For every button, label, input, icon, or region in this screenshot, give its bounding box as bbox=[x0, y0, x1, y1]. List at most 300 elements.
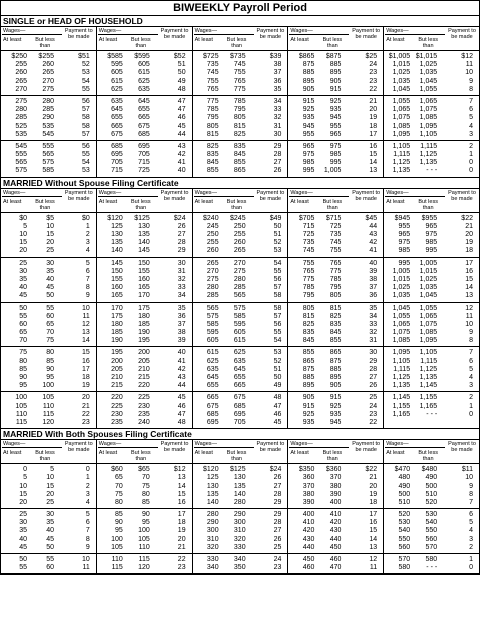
at-least-cell: 1,015 bbox=[392, 275, 411, 283]
header-divider bbox=[194, 34, 254, 35]
row-group bbox=[384, 509, 479, 554]
at-least-cell: 90 bbox=[115, 519, 123, 527]
but-less-cell: 1,125 bbox=[419, 365, 438, 373]
at-least-cell: 580 bbox=[398, 564, 411, 572]
table-row bbox=[193, 411, 288, 419]
payment-cell: 23 bbox=[369, 410, 378, 418]
but-less-cell: 50 bbox=[46, 543, 54, 551]
but-less-cell: 1,135 bbox=[419, 159, 438, 167]
table-row bbox=[193, 276, 288, 284]
payment-cell: 49 bbox=[273, 382, 282, 390]
but-less-header: But less than bbox=[418, 198, 438, 211]
table-row bbox=[97, 499, 192, 507]
table-row bbox=[288, 544, 383, 552]
column-header bbox=[384, 27, 479, 51]
but-less-cell: 1,045 bbox=[419, 77, 438, 85]
at-least-cell: 845 bbox=[302, 337, 315, 345]
table-row bbox=[1, 151, 96, 159]
at-least-cell: 210 bbox=[111, 374, 123, 381]
at-least-cell: 805 bbox=[206, 122, 219, 130]
but-less-header: But less than bbox=[418, 450, 438, 463]
payment-cell: 23 bbox=[273, 564, 282, 572]
at-least-cell: $120 bbox=[203, 466, 219, 474]
payment-cell: 30 bbox=[273, 130, 282, 138]
but-less-cell: 775 bbox=[329, 267, 342, 275]
column-header bbox=[97, 189, 192, 213]
at-least-header: At least bbox=[386, 37, 405, 43]
row-group bbox=[193, 464, 288, 509]
payment-cell: 18 bbox=[465, 247, 473, 255]
at-least-cell: 595 bbox=[206, 329, 219, 337]
wages-header: Wages— bbox=[3, 441, 26, 448]
table-row bbox=[97, 86, 192, 94]
at-least-cell: 1,075 bbox=[392, 114, 411, 122]
at-least-cell: 605 bbox=[206, 337, 219, 345]
table-row bbox=[384, 167, 479, 175]
at-least-cell: 105 bbox=[15, 402, 27, 410]
table-row bbox=[193, 491, 288, 499]
payment-cell: 52 bbox=[273, 357, 282, 365]
but-less-cell: 655 bbox=[138, 106, 150, 114]
but-less-cell: 685 bbox=[138, 130, 150, 138]
but-less-cell: 145 bbox=[138, 247, 150, 255]
column-header bbox=[193, 27, 288, 51]
but-less-cell: 965 bbox=[425, 222, 438, 230]
but-less-cell: 210 bbox=[138, 365, 150, 373]
table-row bbox=[1, 474, 96, 482]
table-row bbox=[1, 61, 96, 69]
but-less-cell: 530 bbox=[425, 511, 438, 519]
at-least-cell: 835 bbox=[206, 151, 219, 159]
at-least-cell: 935 bbox=[302, 114, 315, 122]
but-less-header: But less than bbox=[226, 450, 247, 463]
but-less-cell: 1,045 bbox=[419, 292, 438, 300]
at-least-cell: 905 bbox=[302, 394, 315, 402]
table-row bbox=[1, 499, 96, 507]
but-less-cell: 615 bbox=[233, 337, 246, 345]
at-least-cell: 525 bbox=[15, 122, 27, 130]
table-row bbox=[193, 61, 288, 69]
table-column bbox=[193, 440, 289, 573]
but-less-cell: 1,085 bbox=[419, 329, 438, 337]
table-row bbox=[384, 61, 479, 69]
but-less-cell: 115 bbox=[42, 410, 54, 418]
but-less-cell: 450 bbox=[329, 543, 342, 551]
but-less-cell: 635 bbox=[138, 85, 150, 93]
at-least-cell: 1,125 bbox=[392, 374, 411, 381]
at-least-cell: 165 bbox=[111, 292, 123, 300]
table-row bbox=[193, 53, 288, 61]
at-least-cell: 1,045 bbox=[392, 304, 411, 312]
at-least-cell: 575 bbox=[15, 167, 27, 175]
but-less-cell: 675 bbox=[138, 122, 150, 130]
but-less-cell: 765 bbox=[233, 77, 246, 85]
but-less-cell: 120 bbox=[138, 564, 150, 572]
at-least-cell: 30 bbox=[19, 519, 27, 527]
header-divider bbox=[98, 447, 158, 448]
at-least-cell: 25 bbox=[19, 511, 27, 519]
at-least-header: At least bbox=[290, 198, 309, 205]
payment-cell: 45 bbox=[177, 394, 186, 402]
column-header bbox=[97, 440, 192, 464]
payment-cell: $51 bbox=[78, 53, 90, 60]
table-row bbox=[384, 394, 479, 402]
at-least-cell: 795 bbox=[302, 292, 315, 300]
at-least-cell: 785 bbox=[206, 106, 219, 114]
payment-cell: 6 bbox=[469, 106, 473, 114]
but-less-cell: 1,165 bbox=[419, 402, 438, 410]
payment-cell: 36 bbox=[177, 312, 186, 320]
table-row bbox=[1, 411, 96, 419]
table-row bbox=[384, 474, 479, 482]
payment-cell: 46 bbox=[177, 114, 186, 122]
at-least-cell: 835 bbox=[302, 329, 315, 337]
at-least-cell: 785 bbox=[302, 284, 315, 292]
but-less-cell: 35 bbox=[46, 519, 54, 527]
at-least-cell: 75 bbox=[19, 349, 27, 357]
payment-cell: 10 bbox=[465, 320, 473, 328]
payment-cell: 27 bbox=[273, 482, 282, 490]
but-less-cell: 310 bbox=[233, 527, 246, 535]
payment-cell: 4 bbox=[85, 247, 90, 255]
table-row bbox=[384, 231, 479, 239]
at-least-cell: $585 bbox=[107, 53, 123, 60]
table-row bbox=[193, 123, 288, 131]
table-column bbox=[193, 27, 289, 177]
payment-cell: $0 bbox=[82, 214, 90, 222]
at-least-cell: 510 bbox=[398, 498, 411, 506]
payment-cell: $52 bbox=[173, 53, 186, 60]
but-less-cell: 75 bbox=[46, 337, 54, 345]
but-less-cell: 185 bbox=[138, 320, 150, 328]
but-less-cell: 280 bbox=[233, 498, 246, 506]
but-less-cell: 645 bbox=[138, 97, 150, 105]
at-least-cell: 330 bbox=[206, 556, 219, 563]
but-less-cell: 280 bbox=[42, 97, 54, 105]
but-less-header: But less than bbox=[226, 37, 247, 49]
but-less-cell: 350 bbox=[233, 564, 246, 572]
but-less-cell: 1,065 bbox=[419, 97, 438, 105]
table-row bbox=[193, 358, 288, 366]
but-less-cell: 15 bbox=[46, 231, 54, 238]
payment-cell: 4 bbox=[469, 122, 473, 130]
payment-cell: 19 bbox=[82, 382, 90, 390]
table-row bbox=[97, 349, 192, 357]
but-less-cell: 965 bbox=[329, 130, 342, 138]
but-less-cell: 370 bbox=[329, 474, 342, 482]
but-less-cell: 1,065 bbox=[419, 312, 438, 320]
table-row bbox=[97, 382, 192, 390]
at-least-cell: 565 bbox=[15, 159, 27, 167]
but-less-cell: 55 bbox=[46, 556, 54, 563]
table-row bbox=[193, 536, 288, 544]
table-row bbox=[97, 466, 192, 474]
table-row bbox=[193, 159, 288, 167]
payment-cell: 56 bbox=[273, 320, 282, 328]
payment-cell: 13 bbox=[369, 543, 378, 551]
table-row bbox=[288, 474, 383, 482]
but-less-cell: 535 bbox=[42, 122, 54, 130]
at-least-cell: 555 bbox=[15, 151, 27, 159]
but-less-cell: 175 bbox=[138, 304, 150, 312]
header-divider bbox=[2, 447, 62, 448]
but-less-cell: 905 bbox=[329, 77, 342, 85]
table-row bbox=[288, 143, 383, 151]
section-title: SINGLE or HEAD OF HOUSEHOLD bbox=[1, 16, 479, 27]
but-less-cell: 775 bbox=[233, 85, 246, 93]
payment-cell: 42 bbox=[177, 151, 186, 159]
payment-cell: 32 bbox=[177, 275, 186, 283]
payment-cell: 22 bbox=[82, 410, 90, 418]
but-less-cell: 815 bbox=[329, 304, 342, 312]
but-less-cell: 265 bbox=[42, 69, 54, 77]
but-less-cell: 70 bbox=[142, 474, 150, 482]
table-row bbox=[384, 151, 479, 159]
payment-cell: 47 bbox=[273, 402, 282, 410]
at-least-cell: 925 bbox=[302, 106, 315, 114]
payment-cell: 5 bbox=[469, 114, 473, 122]
at-least-cell: 855 bbox=[302, 349, 315, 357]
at-least-cell: 30 bbox=[19, 267, 27, 275]
row-group bbox=[384, 303, 479, 348]
at-least-cell: 645 bbox=[111, 106, 123, 114]
but-less-header: But less than bbox=[35, 37, 55, 49]
table-row bbox=[384, 519, 479, 527]
but-less-cell: 625 bbox=[233, 349, 246, 357]
at-least-cell: 775 bbox=[302, 275, 315, 283]
at-least-cell: 855 bbox=[206, 167, 219, 175]
but-less-cell: 40 bbox=[46, 275, 54, 283]
table-row bbox=[1, 239, 96, 247]
table-row bbox=[193, 114, 288, 122]
wages-header: Wages— bbox=[194, 189, 218, 196]
payment-cell: 7 bbox=[469, 349, 473, 357]
but-less-cell: 60 bbox=[46, 312, 54, 320]
table-row bbox=[97, 544, 192, 552]
at-least-cell: 390 bbox=[302, 498, 315, 506]
at-least-cell: 865 bbox=[302, 357, 315, 365]
but-less-cell: 5 bbox=[50, 466, 54, 474]
at-least-cell: 195 bbox=[111, 349, 123, 357]
table-row bbox=[97, 329, 192, 337]
but-less-cell: 60 bbox=[46, 564, 54, 572]
but-less-cell: 1,075 bbox=[419, 320, 438, 328]
but-less-cell: 1,145 bbox=[419, 382, 438, 390]
payment-cell: 19 bbox=[369, 490, 378, 498]
table-row bbox=[288, 260, 383, 268]
but-less-cell: 90 bbox=[142, 511, 150, 519]
but-less-cell: 875 bbox=[329, 357, 342, 365]
at-least-cell: $945 bbox=[394, 214, 411, 222]
at-least-cell: 225 bbox=[111, 402, 123, 410]
at-least-cell: 995 bbox=[398, 259, 411, 267]
but-less-cell: 765 bbox=[329, 259, 342, 267]
but-less-cell: 905 bbox=[329, 382, 342, 390]
table-row bbox=[384, 536, 479, 544]
table-row bbox=[288, 337, 383, 345]
but-less-cell: 440 bbox=[329, 535, 342, 543]
payment-cell: 33 bbox=[177, 284, 186, 292]
header-divider bbox=[385, 196, 445, 197]
at-least-cell: 1,095 bbox=[392, 130, 411, 138]
at-least-cell: 585 bbox=[206, 320, 219, 328]
at-least-cell: 160 bbox=[111, 284, 123, 292]
at-least-cell: 95 bbox=[19, 382, 27, 390]
row-group bbox=[1, 464, 96, 509]
but-less-cell: 1,055 bbox=[419, 304, 438, 312]
row-group bbox=[288, 464, 383, 509]
table-row bbox=[384, 382, 479, 390]
at-least-cell: 735 bbox=[206, 61, 219, 69]
but-less-cell: $595 bbox=[134, 53, 150, 60]
table-row bbox=[1, 519, 96, 527]
at-least-cell: 175 bbox=[111, 312, 123, 320]
at-least-cell: $240 bbox=[203, 214, 219, 222]
table-row bbox=[384, 53, 479, 61]
table-column bbox=[384, 189, 479, 429]
table-column bbox=[97, 27, 193, 177]
wages-header: Wages— bbox=[386, 189, 409, 196]
table-row bbox=[1, 321, 96, 329]
table-row bbox=[384, 349, 479, 357]
but-less-cell: 20 bbox=[46, 490, 54, 498]
row-group bbox=[1, 96, 96, 141]
table-row bbox=[1, 292, 96, 300]
but-less-cell: 200 bbox=[138, 349, 150, 357]
payment-cell: 29 bbox=[273, 511, 282, 519]
at-least-cell: 20 bbox=[19, 247, 27, 255]
payment-cell: 16 bbox=[465, 267, 473, 275]
payment-cell: 53 bbox=[82, 167, 90, 175]
table-column bbox=[1, 189, 97, 429]
at-least-cell: 985 bbox=[398, 247, 411, 255]
at-least-cell: 105 bbox=[111, 543, 123, 551]
at-least-cell: 1,165 bbox=[392, 410, 411, 418]
payment-cell: 34 bbox=[177, 292, 186, 300]
at-least-cell: 15 bbox=[19, 490, 27, 498]
table-row bbox=[193, 239, 288, 247]
row-group bbox=[1, 303, 96, 348]
but-less-cell: 1,155 bbox=[419, 394, 438, 402]
table-row bbox=[97, 78, 192, 86]
at-least-cell: 1,035 bbox=[392, 292, 411, 300]
but-less-cell: 410 bbox=[329, 511, 342, 519]
section-columns bbox=[1, 440, 479, 573]
table-row bbox=[97, 313, 192, 321]
at-least-cell: 520 bbox=[398, 511, 411, 519]
at-least-cell: 925 bbox=[302, 410, 315, 418]
but-less-cell: 855 bbox=[329, 337, 342, 345]
column-header bbox=[288, 189, 383, 213]
table-section bbox=[1, 178, 479, 430]
table-section bbox=[1, 429, 479, 574]
payment-header: Payment to be made bbox=[160, 441, 189, 454]
at-least-cell: 885 bbox=[302, 69, 315, 77]
payment-cell: 6 bbox=[85, 519, 90, 527]
but-less-cell: 285 bbox=[42, 106, 54, 114]
table-row bbox=[288, 305, 383, 313]
but-less-cell: 1,005 bbox=[419, 259, 438, 267]
but-less-cell: 545 bbox=[42, 130, 54, 138]
table-row bbox=[288, 313, 383, 321]
but-less-cell: 150 bbox=[138, 259, 150, 267]
but-less-cell: 1,025 bbox=[419, 61, 438, 69]
at-least-cell: 145 bbox=[111, 259, 123, 267]
table-column bbox=[97, 440, 193, 573]
payment-cell: 15 bbox=[177, 490, 186, 498]
table-row bbox=[1, 483, 96, 491]
row-group bbox=[288, 51, 383, 96]
table-row bbox=[193, 106, 288, 114]
at-least-cell: 645 bbox=[206, 374, 219, 381]
at-least-cell: 905 bbox=[302, 85, 315, 93]
but-less-header: But less than bbox=[418, 37, 438, 49]
header-divider bbox=[194, 196, 254, 197]
table-row bbox=[384, 284, 479, 292]
table-row bbox=[288, 499, 383, 507]
payment-header: Payment to be made bbox=[352, 189, 381, 202]
payment-cell: 11 bbox=[82, 312, 90, 320]
table-row bbox=[97, 215, 192, 223]
but-less-cell: 835 bbox=[233, 142, 246, 150]
payment-cell: 48 bbox=[177, 418, 186, 426]
at-least-cell: 40 bbox=[19, 284, 27, 292]
but-less-cell: 165 bbox=[138, 284, 150, 292]
wages-header: Wages— bbox=[98, 189, 122, 196]
table-row bbox=[1, 337, 96, 345]
payment-cell: 48 bbox=[273, 394, 282, 402]
payment-cell: 25 bbox=[369, 394, 378, 402]
at-least-cell: 1,045 bbox=[392, 85, 411, 93]
table-row bbox=[193, 374, 288, 382]
at-least-cell: 285 bbox=[206, 292, 219, 300]
but-less-cell: 225 bbox=[138, 394, 150, 402]
payment-cell: 27 bbox=[369, 374, 378, 381]
but-less-cell: 725 bbox=[138, 167, 150, 175]
payment-cell: 8 bbox=[469, 337, 473, 345]
payment-cell: $12 bbox=[173, 466, 186, 474]
but-less-header: But less than bbox=[226, 198, 247, 211]
table-row bbox=[97, 143, 192, 151]
at-least-cell: 370 bbox=[302, 482, 315, 490]
at-least-cell: 100 bbox=[111, 535, 123, 543]
header-divider bbox=[385, 447, 445, 448]
at-least-cell: 255 bbox=[206, 239, 219, 247]
table-row bbox=[288, 382, 383, 390]
table-row bbox=[384, 247, 479, 255]
but-less-cell: 935 bbox=[329, 410, 342, 418]
table-row bbox=[288, 519, 383, 527]
row-group bbox=[384, 213, 479, 258]
table-row bbox=[1, 403, 96, 411]
but-less-cell: 805 bbox=[329, 292, 342, 300]
at-least-cell: 1,115 bbox=[393, 151, 411, 159]
payment-cell: $45 bbox=[365, 214, 378, 222]
payment-header: Payment to be made bbox=[160, 189, 189, 202]
at-least-cell: 400 bbox=[302, 511, 315, 519]
payment-cell: 56 bbox=[273, 275, 282, 283]
but-less-cell: 190 bbox=[138, 329, 150, 337]
row-group bbox=[97, 347, 192, 392]
but-less-cell: 1,015 bbox=[419, 267, 438, 275]
column-header bbox=[384, 440, 479, 464]
table-row bbox=[384, 466, 479, 474]
at-least-cell: 5 bbox=[23, 222, 27, 230]
row-group bbox=[384, 464, 479, 509]
table-row bbox=[288, 419, 383, 427]
but-less-cell: 75 bbox=[142, 482, 150, 490]
section-title: MARRIED Without Spouse Filing Certificate bbox=[1, 178, 479, 189]
